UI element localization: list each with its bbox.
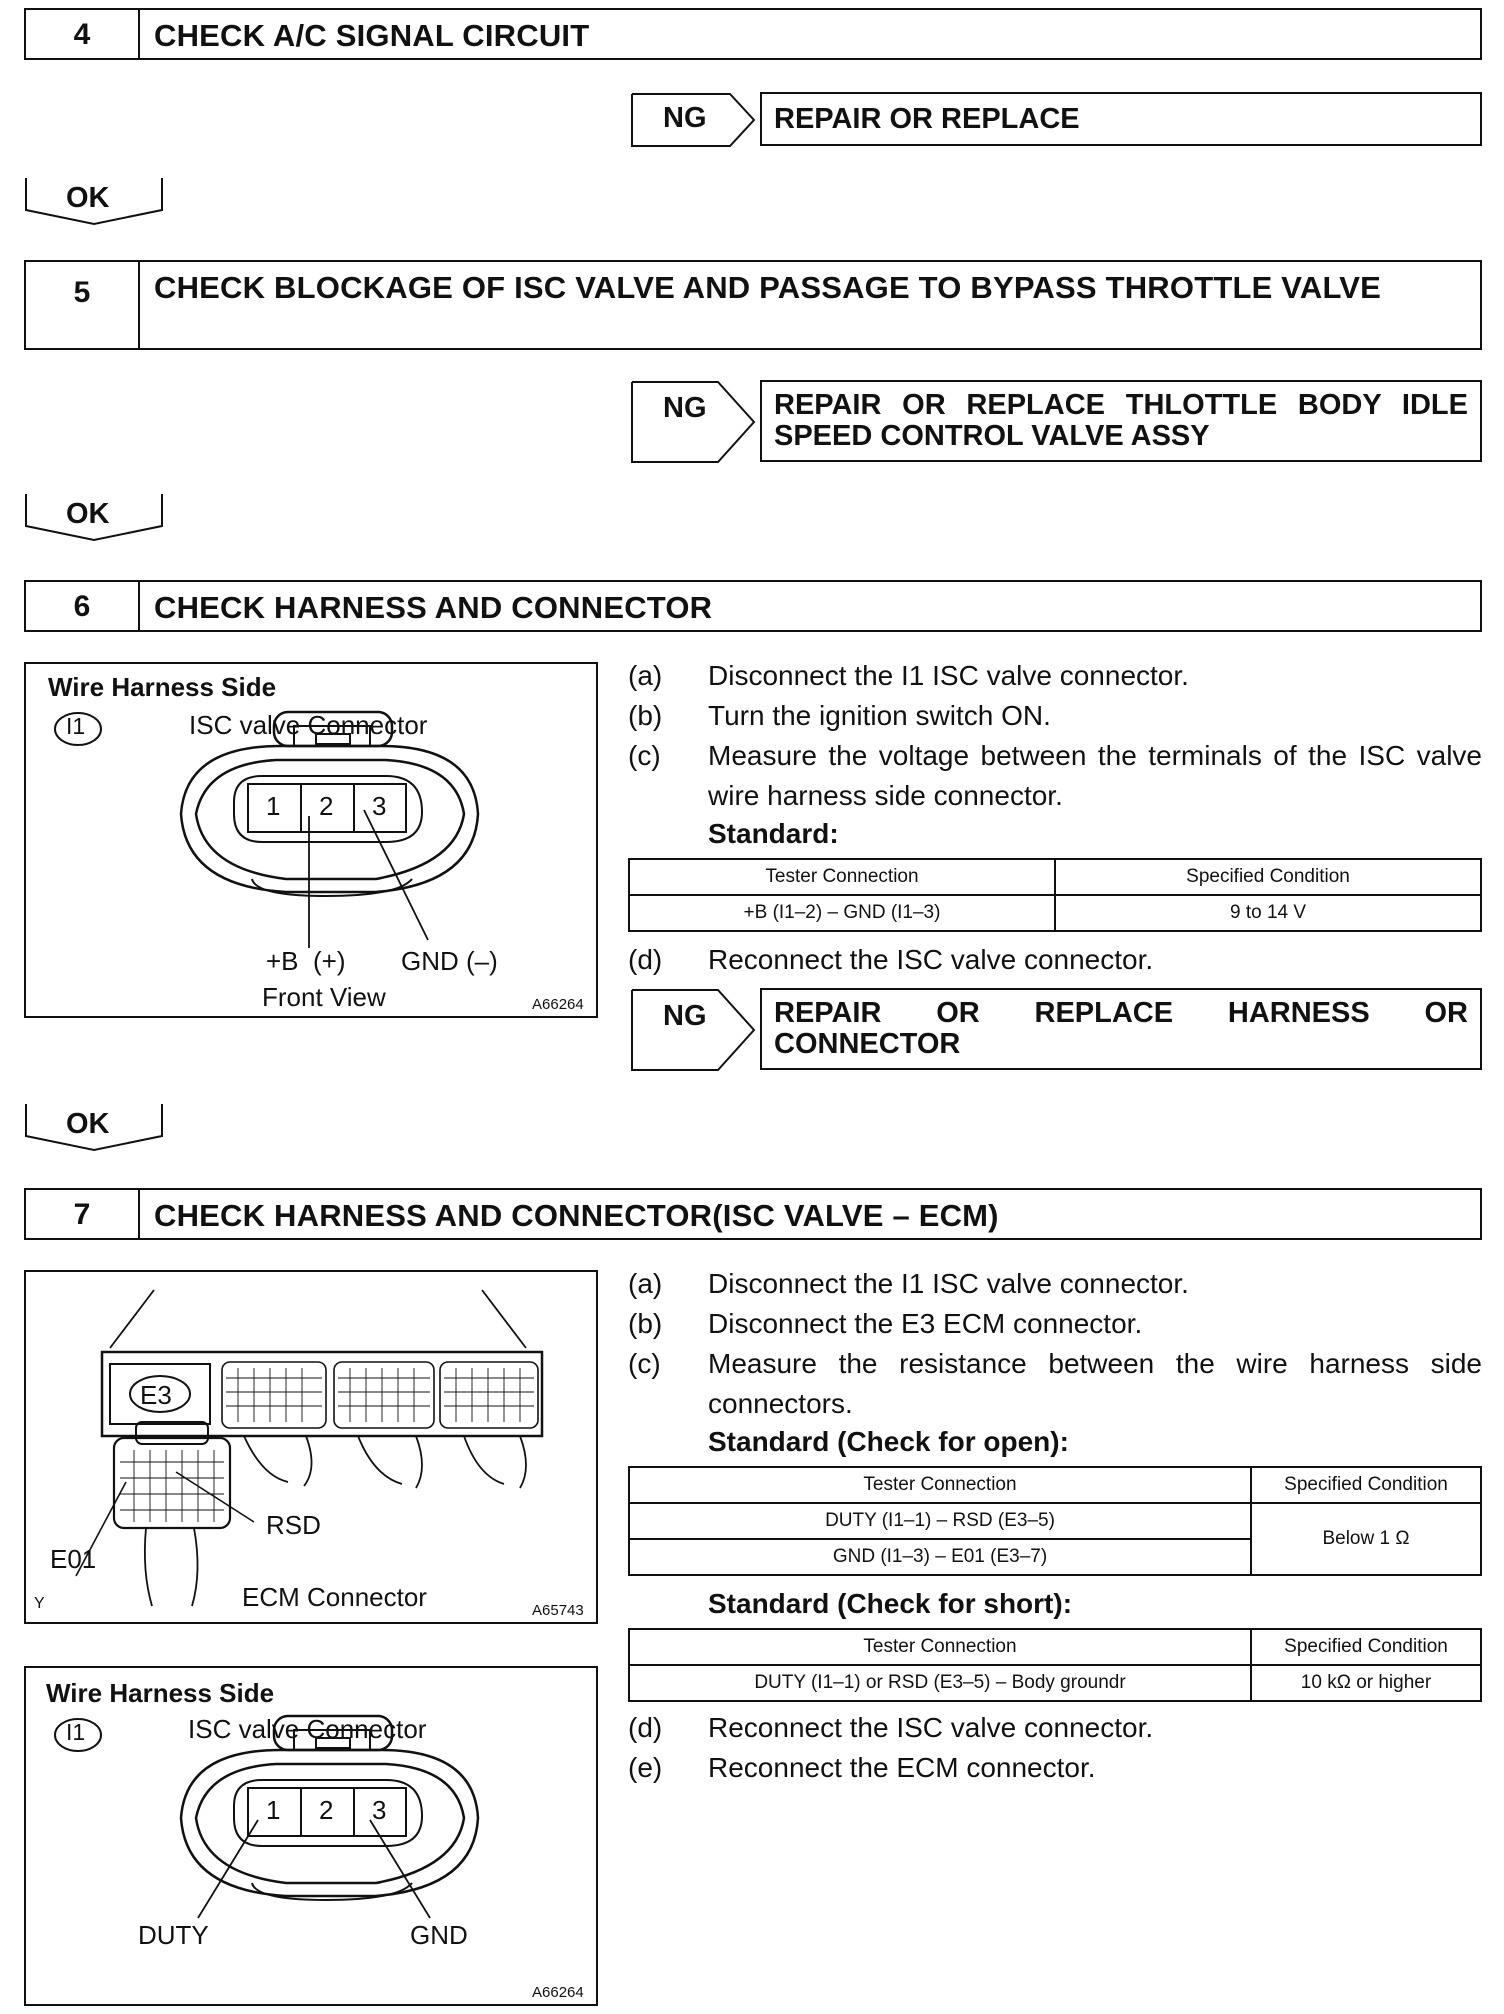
item-letter: (a): [628, 1268, 663, 1299]
pin-2: 2: [319, 791, 334, 821]
figure-code: A66264: [532, 996, 584, 1013]
item-text: Disconnect the I1 ISC valve connector.: [708, 660, 1189, 691]
ok-label: OK: [66, 498, 110, 530]
ng-label: NG: [663, 1000, 707, 1032]
ng-action-box: REPAIR OR REPLACE THLOTTLE BODY IDLE SPEED CONTROL VALVE ASSY: [760, 380, 1482, 462]
instruction-item: [628, 940, 1482, 980]
figure-title: Wire Harness Side: [46, 1678, 275, 1708]
label-duty: DUTY: [138, 1920, 209, 1950]
table-header: Tester Connection: [629, 1467, 1251, 1503]
item-text: Reconnect the ECM connector.: [708, 1752, 1096, 1783]
pin-1: 1: [266, 1795, 281, 1825]
instruction-item: [628, 656, 1482, 696]
step-6-instructions-after: [628, 940, 1482, 980]
step-6-header: [24, 580, 1482, 632]
step-7-header: [24, 1188, 1482, 1240]
instruction-item: [628, 1708, 1482, 1748]
label-gnd: GND (–): [401, 946, 498, 976]
figure-corner-mark: Y: [34, 1595, 45, 1612]
pin-3: 3: [372, 791, 387, 821]
instruction-item: [628, 1264, 1482, 1304]
step-7-instructions-after: [628, 1708, 1482, 1788]
ng-action-box: REPAIR OR REPLACE: [760, 92, 1482, 146]
step-title: CHECK HARNESS AND CONNECTOR: [154, 590, 713, 625]
pin-1: 1: [266, 791, 281, 821]
step-4-ng-branch: [630, 92, 1482, 148]
item-letter: (b): [628, 1308, 663, 1339]
step-4-header: [24, 8, 1482, 60]
item-text: Turn the ignition switch ON.: [708, 700, 1051, 731]
item-text: Measure the voltage between the terminals of the ISC valve wire harness side connector.: [708, 740, 1482, 811]
standard-open-label: Standard (Check for open):: [708, 1426, 1069, 1457]
figure-code: A65743: [532, 1602, 584, 1619]
pin-3: 3: [372, 1795, 387, 1825]
ng-action-box: [760, 988, 1482, 1070]
table-cell: DUTY (I1–1) – RSD (E3–5): [629, 1503, 1251, 1539]
ecm-connector-figure: [24, 1270, 598, 1624]
label-e01: E01: [50, 1544, 97, 1574]
item-letter: (e): [628, 1752, 663, 1783]
item-letter: (b): [628, 700, 663, 731]
step-6-instructions: [628, 656, 1482, 816]
step-7-instructions: [628, 1264, 1482, 1424]
ng-action-text: REPAIR OR REPLACE HARNESS OR CONNECTOR: [774, 997, 1468, 1060]
item-letter: (c): [628, 740, 661, 771]
instruction-item: [628, 696, 1482, 736]
figure-caption: ECM Connector: [242, 1582, 427, 1612]
step-5-ng-branch: [630, 380, 1482, 464]
table-header: Tester Connection: [629, 859, 1055, 895]
pin-2: 2: [319, 1795, 334, 1825]
item-letter: (d): [628, 1712, 663, 1743]
step-4-ok-tag: [24, 176, 164, 226]
label-plus-b: +B (+): [266, 946, 346, 976]
item-text: Disconnect the E3 ECM connector.: [708, 1308, 1143, 1339]
item-letter: (a): [628, 660, 663, 691]
ng-label: NG: [663, 392, 707, 424]
instruction-item: [628, 1344, 1482, 1424]
connector-name: ISC valve Connector: [188, 1714, 427, 1744]
standard-short-label: Standard (Check for short):: [708, 1588, 1073, 1619]
step-title: CHECK BLOCKAGE OF ISC VALVE AND PASSAGE TO BYPASS THROTTLE VALVE: [154, 270, 1382, 305]
step-number: 7: [26, 1190, 140, 1238]
step-6-ok-tag: [24, 1102, 164, 1152]
table-header: Specified Condition: [1251, 1629, 1481, 1665]
item-letter: (d): [628, 944, 663, 975]
table-header: Tester Connection: [629, 1629, 1251, 1665]
instruction-item: [628, 736, 1482, 816]
ok-label: OK: [66, 182, 110, 214]
connector-name: ISC valve Connector: [189, 710, 428, 740]
item-text: Reconnect the ISC valve connector.: [708, 944, 1154, 975]
connector-id: I1: [66, 1719, 86, 1745]
item-text: Reconnect the ISC valve connector.: [708, 1712, 1154, 1743]
table-cell: 9 to 14 V: [1055, 895, 1481, 931]
isc-connector-figure-duty: [24, 1666, 598, 2006]
isc-connector-figure: [24, 662, 598, 1018]
step-number: 5: [26, 262, 140, 348]
step-7-short-table: [628, 1628, 1482, 1702]
figure-code: A66264: [532, 1984, 584, 2001]
instruction-item: [628, 1304, 1482, 1344]
table-cell: 10 kΩ or higher: [1251, 1665, 1481, 1701]
label-gnd: GND: [410, 1920, 468, 1950]
standard-label: Standard:: [708, 818, 839, 849]
view-label: Front View: [262, 982, 386, 1012]
ecm-connector-id: E3: [140, 1380, 172, 1410]
step-6-spec-table: [628, 858, 1482, 932]
item-text: Measure the resistance between the wire harness side connectors.: [708, 1348, 1482, 1419]
table-cell: +B (I1–2) – GND (I1–3): [629, 895, 1055, 931]
item-text: Disconnect the I1 ISC valve connector.: [708, 1268, 1189, 1299]
ecm-connector-drawing: [26, 1272, 600, 1626]
table-cell: DUTY (I1–1) or RSD (E3–5) – Body groundr: [629, 1665, 1251, 1701]
table-header: Specified Condition: [1055, 859, 1481, 895]
step-title: CHECK A/C SIGNAL CIRCUIT: [154, 18, 590, 53]
instruction-item: [628, 1748, 1482, 1788]
item-letter: (c): [628, 1348, 661, 1379]
table-cell-condition: Below 1 Ω: [1251, 1503, 1481, 1575]
table-header: Specified Condition: [1251, 1467, 1481, 1503]
step-7-open-table: [628, 1466, 1482, 1576]
step-5-header: [24, 260, 1482, 350]
label-rsd: RSD: [266, 1510, 321, 1540]
step-title: CHECK HARNESS AND CONNECTOR(ISC VALVE – ECM): [154, 1198, 999, 1233]
figure-title: Wire Harness Side: [48, 672, 277, 702]
step-5-ok-tag: [24, 492, 164, 542]
step-number: 6: [26, 582, 140, 630]
ng-label: NG: [663, 102, 707, 134]
ok-label: OK: [66, 1108, 110, 1140]
step-6-ng-branch: [630, 988, 1482, 1072]
step-number: 4: [26, 10, 140, 58]
table-cell: GND (I1–3) – E01 (E3–7): [629, 1539, 1251, 1575]
connector-id: I1: [66, 713, 86, 739]
